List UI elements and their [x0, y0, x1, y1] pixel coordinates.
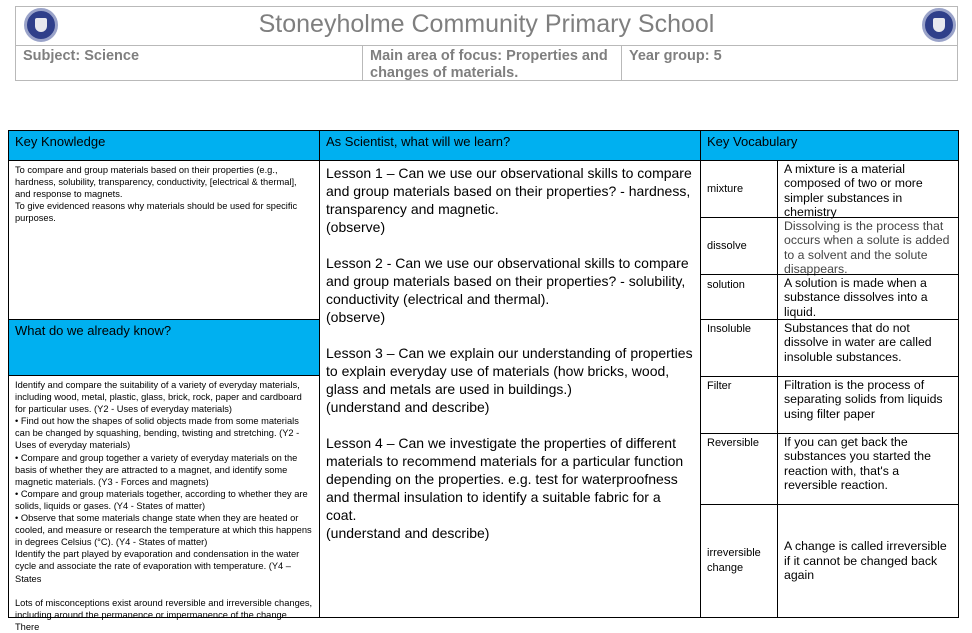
key-knowledge-header: Key Knowledge — [8, 130, 320, 161]
already-know-item: • Compare and group materials together, according to whether they are solids, liquids or gases. (Y4 - States of matter) — [15, 488, 308, 511]
subject-label: Subject: Science — [23, 48, 140, 64]
key-knowledge-body — [8, 160, 320, 320]
school-name: Stoneyholme Community Primary School — [15, 6, 958, 46]
already-know-body — [8, 375, 320, 632]
focus-label: Main area of focus: Properties and changes of materials. — [370, 48, 608, 81]
lesson-skill: (observe) — [326, 309, 386, 325]
vocab-definition: Dissolving is the process that occurs when a solute is added to a solvent and the solute disappears. — [777, 217, 959, 275]
lesson-text: Lesson 4 – Can we investigate the properties of different materials to recommend materials for a particular function depending on the properties. e.g. test for waterproofness and thermal insulation to identify a suitable fabric for a coat. — [326, 435, 684, 523]
school-crest-right-icon — [922, 8, 956, 42]
vocab-word: Filter — [700, 376, 778, 434]
lesson-text: Lesson 3 – Can we explain our understanding of properties to explain everyday use of materials (how bricks, wood, glass and metals are used in buildings.) — [326, 345, 693, 397]
lesson-skill: (understand and describe) — [326, 399, 490, 415]
already-know-item: • Compare and group together a variety of everyday materials on the basis of whether they are attracted to a magnet, and identify some magnetic materials. (Y3 - Forces and magnets) — [15, 452, 298, 487]
focus-cell — [362, 45, 622, 81]
vocab-definition: A change is called irreversible if it cannot be changed back again — [777, 504, 959, 618]
lesson-text: Lesson 2 - Can we use our observational skills to compare and group materials based on their properties? - solubility, conductivity (electrical and thermal). — [326, 255, 689, 307]
vocab-definition: A solution is made when a substance dissolves into a liquid. — [777, 274, 959, 320]
vocab-word: Reversible — [700, 433, 778, 505]
vocab-definition: A mixture is a material composed of two or more simpler substances in chemistry — [777, 160, 959, 218]
already-know-item: Lots of misconceptions exist around reversible and irreversible changes, including around the permanence or impermanence of the change. There — [15, 597, 313, 632]
already-know-header: What do we already know? — [8, 319, 320, 376]
already-know-item: Identify and compare the suitability of a variety of everyday materials, including wood, metal, plastic, glass, brick, rock, paper and cardboard for particular uses. (Y2 - Uses of everyday materials) — [15, 380, 302, 415]
already-know-item: • Find out how the shapes of solid objects made from some materials can be changed by squashing, bending, twisting and stretching. (Y2 - Uses of everyday materials) — [15, 416, 300, 451]
vocab-definition: If you can get back the substances you started the reaction with, that's a reversible reaction. — [777, 433, 959, 505]
already-know-item: Identify the part played by evaporation and condensation in the water cycle and associate the rate of evaporation with temperature. (Y4 – States — [15, 549, 300, 584]
vocab-definition: Filtration is the process of separating solids from liquids using filter paper — [777, 376, 959, 434]
lesson-skill: (observe) — [326, 219, 386, 235]
already-know-item: • Observe that some materials change state when they are heated or cooled, and measure or research the temperature at which this happens in degrees Celsius (°C). (Y4 - States of matter) — [15, 513, 312, 548]
lesson-3 — [326, 344, 694, 416]
key-knowledge-line: To compare and group materials based on their properties (e.g., hardness, solubility, transparency, conductivity, [electrical & thermal], and response to magnets. — [15, 165, 297, 200]
lesson-1 — [326, 164, 694, 236]
school-crest-left-icon — [24, 8, 58, 42]
vocab-word: mixture — [700, 160, 778, 218]
key-vocabulary-header: Key Vocabulary — [700, 130, 959, 161]
vocab-definition: Substances that do not dissolve in water are called insoluble substances. — [777, 319, 959, 377]
lesson-4 — [326, 434, 694, 542]
lessons-body — [319, 160, 701, 618]
year-group-cell — [621, 45, 958, 81]
vocab-word: solution — [700, 274, 778, 320]
key-knowledge-line: To give evidenced reasons why materials should be used for specific purposes. — [15, 201, 298, 224]
as-scientist-header: As Scientist, what will we learn? — [319, 130, 701, 161]
year-group-label: Year group: 5 — [629, 48, 722, 64]
subject-cell — [15, 45, 363, 81]
lesson-skill: (understand and describe) — [326, 525, 490, 541]
already-know-spacer — [15, 585, 313, 597]
vocab-word: dissolve — [700, 217, 778, 275]
vocab-word: Insoluble — [700, 319, 778, 377]
lesson-text: Lesson 1 – Can we use our observational skills to compare and group materials based on their properties? - hardness, transparency and magnetic. — [326, 165, 692, 217]
lesson-2 — [326, 254, 694, 326]
vocab-word: irreversible change — [700, 504, 778, 618]
